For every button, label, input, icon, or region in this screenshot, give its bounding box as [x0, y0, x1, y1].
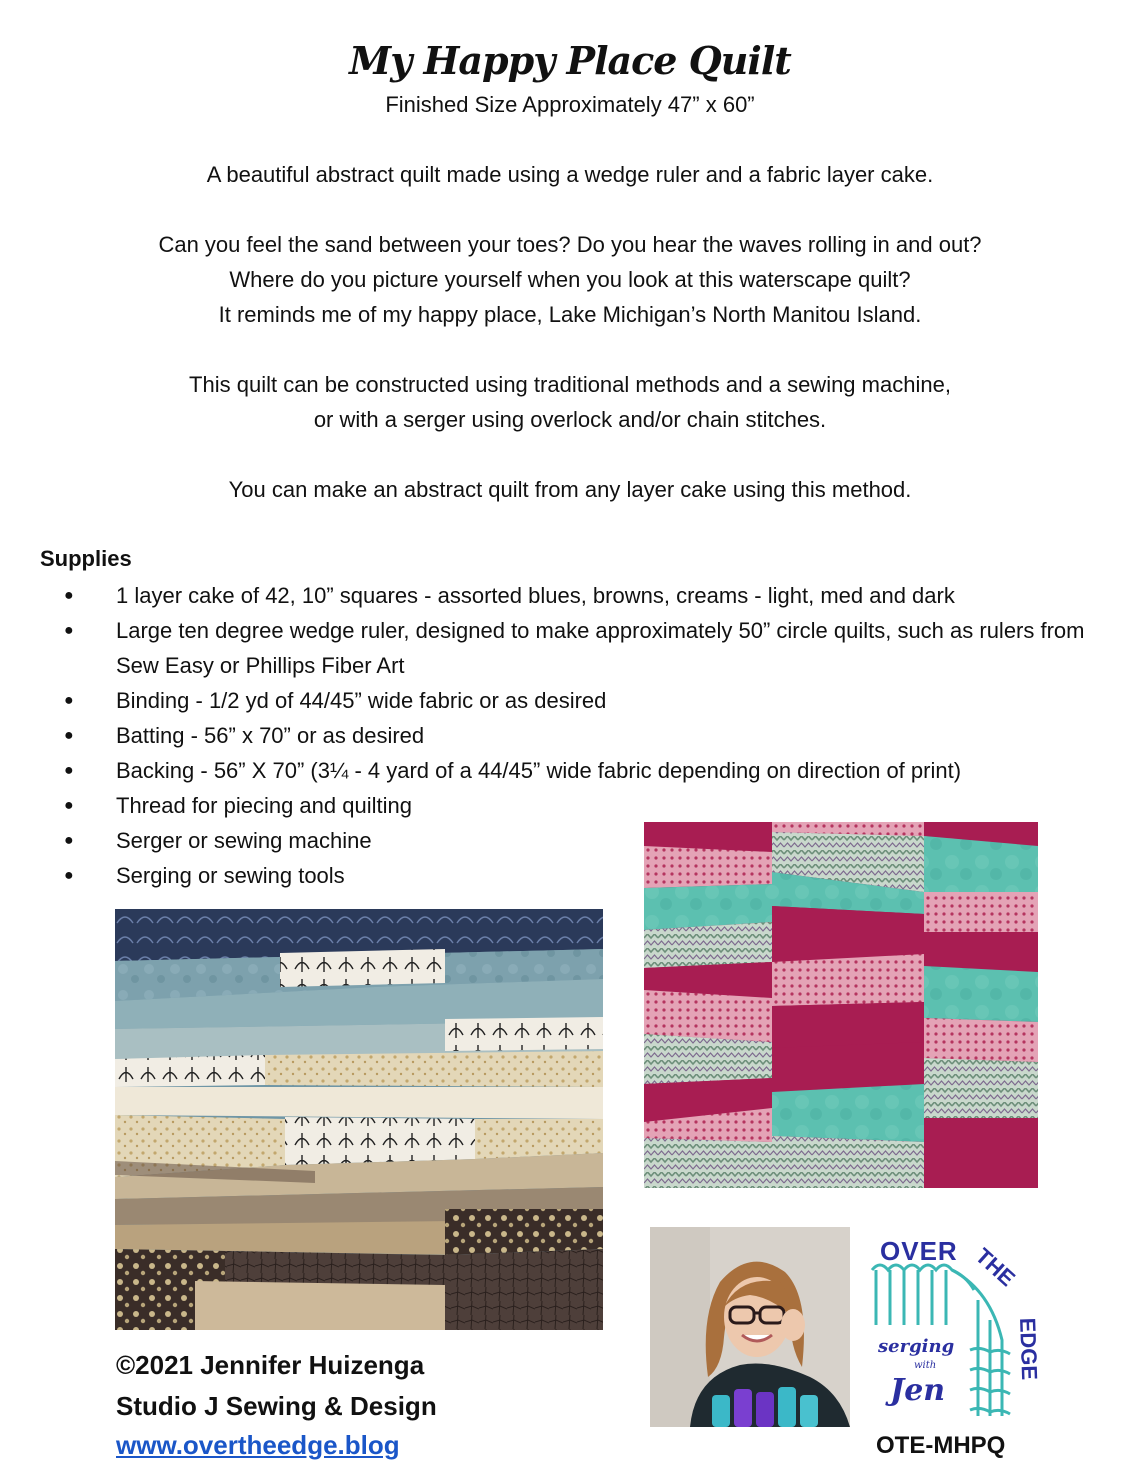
- supply-item: [0, 578, 1140, 613]
- bullet-icon: ●: [64, 797, 74, 814]
- supply-item-text: Backing - 56” X 70” (3¼ - 4 yard of a 44/45” wide fabric depending on direction of print): [116, 758, 962, 783]
- logo-text-with: with: [914, 1360, 937, 1371]
- copyright-line: ©2021 Jennifer Huizenga: [116, 1350, 425, 1380]
- intro-paragraph-1: A beautiful abstract quilt made using a wedge ruler and a fabric layer cake.: [206, 162, 934, 187]
- supply-item: [0, 718, 1140, 753]
- logo-text-over: OVER: [880, 1236, 958, 1266]
- studio-name: Studio J Sewing & Design: [116, 1391, 437, 1421]
- bullet-icon: ●: [64, 622, 74, 639]
- supply-item: [0, 788, 1140, 823]
- supply-item-text: Serging or sewing tools: [116, 863, 345, 888]
- supply-item-text: Binding - 1/2 yd of 44/45” wide fabric or as desired: [116, 688, 607, 713]
- logo-text-jen: Jen: [890, 1373, 946, 1408]
- bullet-icon: ●: [64, 587, 74, 604]
- quilt-blocks-photo-pink-teal: [644, 822, 1038, 1188]
- bullet-icon: ●: [64, 692, 74, 709]
- intro-paragraph-3-line: or with a serger using overlock and/or chain stitches.: [313, 407, 827, 432]
- supplies-heading: Supplies: [40, 546, 132, 571]
- intro-paragraph-3-line: This quilt can be constructed using traditional methods and a sewing machine,: [189, 372, 951, 397]
- supply-item-text: Serger or sewing machine: [116, 828, 372, 853]
- over-the-edge-logo: [870, 1230, 1050, 1422]
- supply-item: [0, 613, 1140, 683]
- logo-text-the: THE: [970, 1243, 1021, 1292]
- pattern-code: OTE-MHPQ: [876, 1432, 1006, 1459]
- quilt-wedge-photo-blues-browns: [115, 909, 603, 1330]
- bullet-icon: ●: [64, 867, 74, 884]
- intro-paragraph-2-line: Can you feel the sand between your toes? Do you hear the waves rolling in and out?: [158, 232, 982, 257]
- intro-paragraph-2-line: Where do you picture yourself when you look at this waterscape quilt?: [229, 267, 911, 292]
- website-link[interactable]: www.overtheedge.blog: [116, 1430, 400, 1460]
- finished-size: Finished Size Approximately 47” x 60”: [385, 92, 755, 117]
- bullet-icon: ●: [64, 832, 74, 849]
- bullet-icon: ●: [64, 762, 74, 779]
- logo-text-serging: serging: [878, 1336, 955, 1357]
- supply-item-text: 1 layer cake of 42, 10” squares - assorted blues, browns, creams - light, med and dark: [116, 583, 955, 608]
- intro-paragraph-4: You can make an abstract quilt from any layer cake using this method.: [228, 477, 912, 502]
- supply-item: [0, 753, 1140, 788]
- supply-item-text: Large ten degree wedge ruler, designed to make approximately 50” circle quilts, such as rulers from Sew Easy or Phillips Fiber Art: [116, 618, 1085, 678]
- intro-paragraph-2-line: It reminds me of my happy place, Lake Michigan’s North Manitou Island.: [218, 302, 922, 327]
- supply-item-text: Batting - 56” x 70” or as desired: [116, 723, 425, 748]
- supply-item-text: Thread for piecing and quilting: [116, 793, 412, 818]
- document-title: My Happy Place Quilt: [349, 38, 791, 83]
- intro-paragraph-3: [0, 367, 1140, 437]
- bullet-icon: ●: [64, 727, 74, 744]
- intro-paragraph-2: [0, 227, 1140, 332]
- logo-text-edge: EDGE: [1015, 1317, 1043, 1381]
- supply-item: [0, 683, 1140, 718]
- designer-portrait-photo: [650, 1227, 850, 1427]
